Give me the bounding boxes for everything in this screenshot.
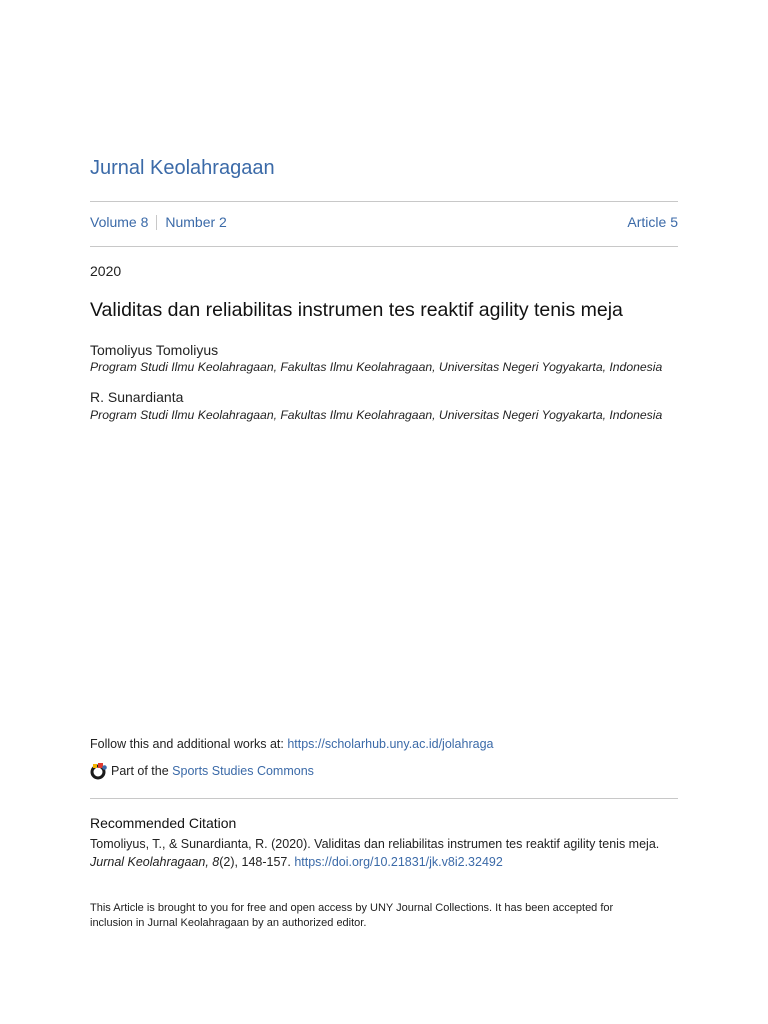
author-affiliation: Program Studi Ilmu Keolahragaan, Fakultas Ilmu Keolahragaan, Universitas Negeri Yogyakarta, Indonesia xyxy=(90,408,663,422)
follow-label: Follow this and additional works at: xyxy=(90,737,288,751)
access-notice: This Article is brought to you for free and open access by UNY Journal Collections. It has been accepted for inclusion in Jurnal Keolahragaan by an authorized editor. xyxy=(90,902,614,929)
citation-text: Tomoliyus, T., & Sunardianta, R. (2020). Validitas dan reliabilitas instrumen tes reaktif agility tenis meja. xyxy=(90,837,660,851)
article-title: Validitas dan reliabilitas instrumen tes reaktif agility tenis meja xyxy=(90,299,623,321)
doi-link[interactable]: https://doi.org/10.21831/jk.v8i2.32492 xyxy=(294,855,503,869)
commons-link[interactable]: Sports Studies Commons xyxy=(172,764,314,778)
divider xyxy=(90,246,678,247)
part-of-label: Part of the xyxy=(111,764,169,778)
bepress-commons-icon xyxy=(90,762,108,780)
author-affiliation: Program Studi Ilmu Keolahragaan, Fakultas Ilmu Keolahragaan, Universitas Negeri Yogyakarta, Indonesia xyxy=(90,360,663,374)
journal-title-link[interactable]: Jurnal Keolahragaan xyxy=(90,157,275,179)
citation-journal: Jurnal Keolahragaan, 8 xyxy=(90,855,220,869)
volume-link[interactable]: Volume 8 xyxy=(90,214,149,230)
article-link[interactable]: Article 5 xyxy=(627,214,678,230)
divider xyxy=(90,201,678,202)
citation-issue: (2), 148-157. xyxy=(219,855,295,869)
part-of-line xyxy=(90,762,314,780)
author-name: R. Sunardianta xyxy=(90,389,184,405)
author-name: Tomoliyus Tomoliyus xyxy=(90,342,219,358)
repository-link[interactable]: https://scholarhub.uny.ac.id/jolahraga xyxy=(287,737,494,751)
publication-year: 2020 xyxy=(90,263,122,279)
divider xyxy=(90,798,678,799)
number-link[interactable]: Number 2 xyxy=(165,214,227,230)
recommended-citation-heading: Recommended Citation xyxy=(90,815,237,831)
issue-navigation xyxy=(90,214,678,230)
follow-line xyxy=(90,737,493,751)
separator xyxy=(156,215,157,230)
citation-block xyxy=(90,835,690,871)
